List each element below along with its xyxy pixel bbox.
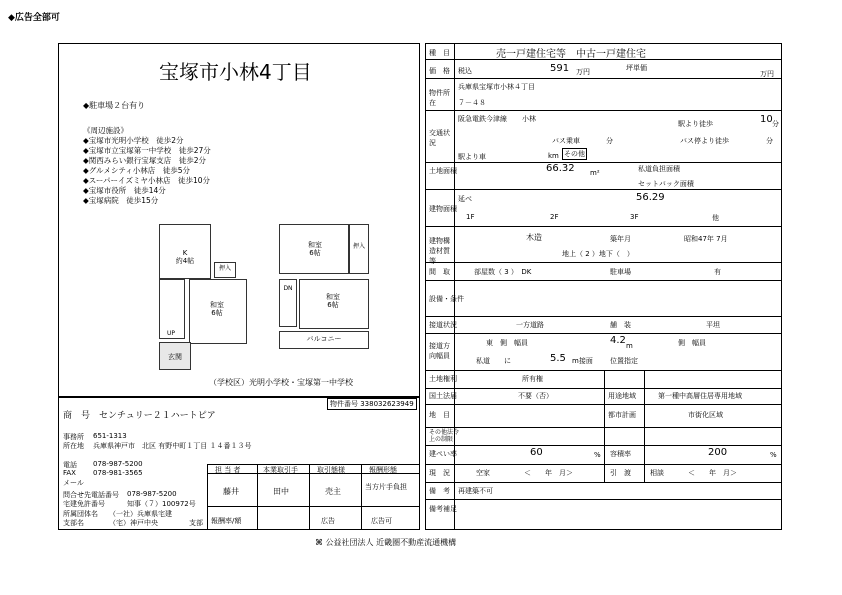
bcr-label: 建ぺい率 <box>429 450 457 458</box>
staff-h2: 本業取引手 <box>263 466 298 474</box>
price-label: 価 格 <box>429 67 450 75</box>
status-ym: ＜ 年 月＞ <box>524 469 573 477</box>
land-act-label: 国土法届 <box>429 392 457 400</box>
room-washitsu-2f-a-label: 和室 6帖 <box>308 241 322 257</box>
fax-label: FAX <box>63 469 76 477</box>
far-pct: % <box>770 451 777 459</box>
license-label: 宅建免許番号 <box>63 500 105 508</box>
zone-label: 用途地域 <box>608 392 636 400</box>
parking-note: ◆駐車場２台有り <box>83 101 146 110</box>
ad-notice: ◆広告全部可 <box>8 13 60 23</box>
walk-minutes: 10 <box>760 114 773 125</box>
mail-label: メール <box>63 479 84 487</box>
bus-ride: バス乗車 <box>552 137 580 145</box>
chimoku-label: 地 目 <box>429 411 450 419</box>
built-date: 昭和47年 7月 <box>684 235 728 243</box>
other-law-label: その他法令上の制限 <box>429 429 460 443</box>
price-unit: 万円 <box>576 68 590 76</box>
facility-item: ◆宝塚市立宝塚第一中学校 徒歩27分 <box>83 146 211 155</box>
zone: 第一種中高層住居専用地域 <box>658 392 742 400</box>
price: 591 <box>550 63 570 74</box>
zip: 651-1313 <box>93 432 127 440</box>
layout-label: 間 取 <box>429 268 450 276</box>
floor-1f: 1F <box>466 213 475 221</box>
balcony-label: バルコニー <box>306 335 342 343</box>
status: 空家 <box>476 469 490 477</box>
branch-suffix: 支部 <box>189 519 203 527</box>
equipment-label: 設備・条件 <box>429 295 464 303</box>
land-area: 66.32 <box>546 163 575 174</box>
footer-org-text: 公益社団法人 近畿圏不動産流通機構 <box>325 538 457 547</box>
tel: 078-987-5200 <box>93 460 143 468</box>
oshiire-label: 押入 <box>218 265 231 272</box>
rights: 所有権 <box>522 375 543 383</box>
bcr-pct: % <box>594 451 601 459</box>
train-line: 阪急電鉄今津線 <box>458 115 507 123</box>
by-car-label: 駅より車 <box>458 153 486 161</box>
contact-width: 5.5 <box>550 353 566 364</box>
other-transport: その他 <box>564 150 585 158</box>
handover: 相談 <box>650 469 664 477</box>
road-width-unit: m <box>626 342 633 350</box>
road-width: 4.2 <box>610 335 626 346</box>
license: 知事（７）100972号 <box>127 500 196 508</box>
road-label: 接道状況 <box>429 321 457 329</box>
company-name: センチュリー２１ハートピア <box>99 411 216 421</box>
company-panel <box>58 397 420 530</box>
built-label: 築年月 <box>610 235 631 243</box>
building-area: 56.29 <box>636 192 665 203</box>
structure: 木造 <box>526 233 542 242</box>
structure-label: 建物構造材質等 <box>429 237 450 265</box>
parking-label: 駐車場 <box>610 268 631 276</box>
property-title: 宝塚市小林4丁目 <box>159 60 312 84</box>
stair-dn-label: DN <box>283 285 293 292</box>
city-plan: 市街化区域 <box>688 411 723 419</box>
nobe-label: 延べ <box>458 195 472 203</box>
branch: （宅）神戸中央 <box>109 519 158 527</box>
facility-item: ◆宝塚市光明小学校 徒歩2分 <box>83 136 184 145</box>
tel-label: 電話 <box>63 461 77 469</box>
org-logo-icon: ⌘ <box>315 538 323 547</box>
assoc: （一社）兵庫県宅建 <box>109 510 172 518</box>
right-panel <box>425 43 782 530</box>
room-washitsu-1f-label: 和室 6帖 <box>210 301 224 317</box>
traffic-label: 交通状況 <box>429 129 450 147</box>
handover-ym: ＜ 年 月＞ <box>688 469 737 477</box>
room-washitsu-2f-b-label: 和室 6帖 <box>326 293 340 309</box>
facility-item: ◆スーパーイズミヤ小林店 徒歩10分 <box>83 176 210 185</box>
tsubo-label: 坪単価 <box>626 64 647 72</box>
building-area-label: 建物面積 <box>429 205 457 213</box>
ad-value: 広告可 <box>371 517 392 525</box>
road-direction: 東 側 幅員 <box>486 339 528 347</box>
floor-3f: 3F <box>630 213 639 221</box>
room-genkan-label: 玄関 <box>168 353 182 361</box>
assoc-label: 所属団体名 <box>63 510 98 518</box>
staff-v1: 藤井 <box>223 487 239 496</box>
station: 小林 <box>522 115 536 123</box>
layout: 部屋数（ 3 ） DK <box>474 268 532 276</box>
road-side2: 側 幅員 <box>678 339 706 347</box>
floor-other: 他 <box>712 214 719 222</box>
city-plan-label: 都市計画 <box>608 411 636 419</box>
staff-v4: 当方片手負担 <box>365 483 407 491</box>
private-road: 私道 に <box>476 357 511 365</box>
contact-label: 問合せ先電話番号 <box>63 491 119 499</box>
property-type: 売一戸建住宅等 中古一戸建住宅 <box>496 49 646 60</box>
branch-label: 支部名 <box>63 519 84 527</box>
walk-unit: 分 <box>772 120 779 128</box>
staff-h4: 報酬形態 <box>369 466 397 474</box>
land-area-label: 土地面積 <box>429 167 457 175</box>
rights-label: 土地権利 <box>429 375 457 383</box>
land-area-unit: m² <box>590 169 600 177</box>
road-paving: 平坦 <box>706 321 720 329</box>
note-label: 備考補足 <box>429 505 457 513</box>
staff-h3: 取引態様 <box>317 466 345 474</box>
private-road-label: 私道負担面積 <box>638 165 680 173</box>
location-label: 物件所在 <box>429 89 450 107</box>
staff-v2: 田中 <box>273 487 289 496</box>
remarks-label: 備 考 <box>429 487 450 495</box>
floors: 地上（ 2 ）地下（ ） <box>562 250 634 258</box>
company-name-label: 商 号 <box>63 411 91 421</box>
oshiire-2f-label: 押入 <box>352 243 365 250</box>
position-label: 位置指定 <box>610 357 638 365</box>
setback-label: セットバック面積 <box>638 180 694 188</box>
bus-ride-unit: 分 <box>606 137 613 145</box>
contact-phone: 078-987-5200 <box>127 490 177 498</box>
bus-walk: バス停より徒歩 <box>680 137 729 145</box>
road-type: 一方道路 <box>516 321 544 329</box>
price-prefix: 税込 <box>458 67 472 75</box>
facility-item: ◆宝塚市役所 徒歩14分 <box>83 186 166 195</box>
walk-label: 駅より徒歩 <box>678 120 713 128</box>
road-paving-label: 舗 装 <box>610 321 631 329</box>
property-number: 物件番号 338032623949 <box>327 398 417 410</box>
staff-h1: 担 当 者 <box>215 466 241 474</box>
status-label: 現 況 <box>429 469 450 477</box>
facility-item: ◆グルメシティ小林店 徒歩5分 <box>83 166 190 175</box>
facility-item: ◆宝塚病院 徒歩15分 <box>83 196 159 205</box>
far: 200 <box>708 447 728 458</box>
ad-label: 広告 <box>321 517 335 525</box>
bus-walk-unit: 分 <box>766 137 773 145</box>
type-label: 種 目 <box>429 49 450 57</box>
remarks: 再建築不可 <box>458 487 493 495</box>
staff-v3: 売主 <box>325 487 341 496</box>
school-district: （学校区）光明小学校・宝塚第一中学校 <box>209 378 353 387</box>
floor-2f: 2F <box>550 213 559 221</box>
parking-value: 有 <box>714 268 721 276</box>
company-address: 兵庫県神戸市 北区 有野中町１丁目 １４番１３号 <box>93 442 252 450</box>
road-direction-label: 接道方向幅員 <box>429 342 450 360</box>
stair-up-label: UP <box>166 330 175 337</box>
handover-label: 引 渡 <box>610 469 631 477</box>
contact-unit: m接面 <box>572 357 593 365</box>
land-act: 不要（否） <box>518 392 553 400</box>
fee-label: 報酬率/額 <box>211 517 242 525</box>
facilities-list <box>83 126 211 206</box>
facilities-heading: 《周辺施設》 <box>83 126 128 135</box>
room-kitchen-label: K 約4帖 <box>175 249 195 265</box>
tsubo-unit: 万円 <box>760 70 774 78</box>
km-unit: km <box>548 152 559 160</box>
location-line2: ７－４８ <box>458 99 486 107</box>
fax: 078-981-3565 <box>93 469 143 477</box>
bcr: 60 <box>530 447 543 458</box>
address-label: 所在地 <box>63 442 84 450</box>
left-panel <box>58 43 420 397</box>
footer-org <box>315 537 456 548</box>
location-line1: 兵庫県宝塚市小林４丁目 <box>458 83 535 91</box>
office-label: 事務所 <box>63 433 84 441</box>
facility-item: ◆関西みらい銀行宝塚支店 徒歩2分 <box>83 156 207 165</box>
far-label: 容積率 <box>610 450 631 458</box>
